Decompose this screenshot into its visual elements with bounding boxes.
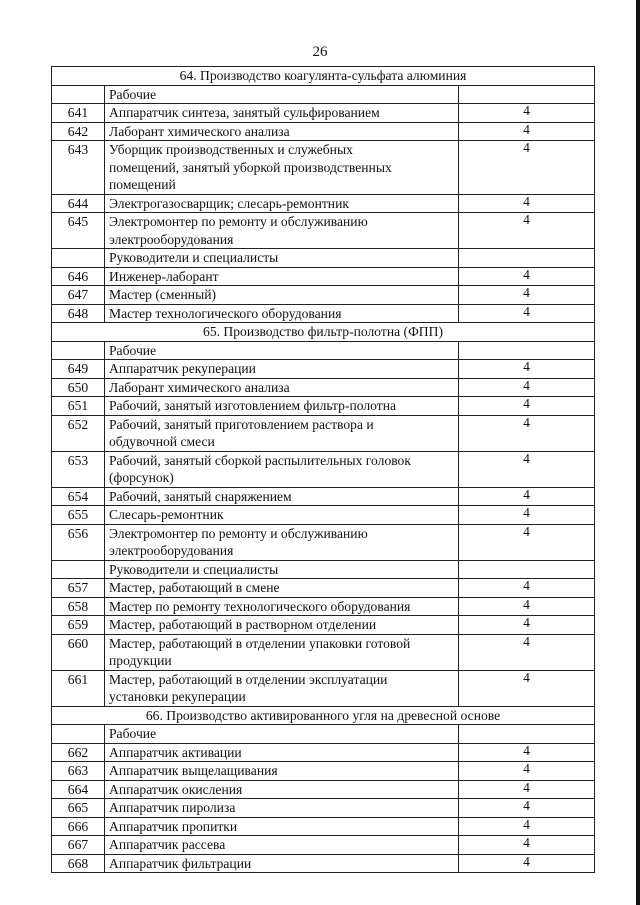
table-row xyxy=(52,836,595,855)
profession-name xyxy=(105,579,459,598)
profession-line: Электромонтер по ремонту и обслуживанию xyxy=(109,525,368,541)
row-number: 647 xyxy=(52,286,105,305)
subsection-row xyxy=(52,341,595,360)
row-number: 657 xyxy=(52,579,105,598)
document-table xyxy=(51,66,595,873)
section-title: 64. Производство коагулянта-сульфата алюминия xyxy=(52,67,595,86)
table-row xyxy=(52,397,595,416)
value-cell: 4 xyxy=(458,579,594,598)
section-header-row xyxy=(52,706,595,725)
profession-line: Мастер, работающий в отделении упаковки готовой xyxy=(109,635,411,651)
value-cell: 4 xyxy=(458,213,594,249)
section-header-row xyxy=(52,323,595,342)
profession-line: Лаборант химического анализа xyxy=(109,123,290,139)
profession-line: Аппаратчик рекуперации xyxy=(109,361,256,376)
profession-line: Аппаратчик пропитки xyxy=(109,818,238,834)
value-cell: 4 xyxy=(458,634,594,670)
profession-line: продукции xyxy=(109,653,172,668)
profession-name xyxy=(105,378,459,397)
page-edge xyxy=(636,0,640,905)
profession-name xyxy=(105,415,459,451)
value-cell: 4 xyxy=(458,122,594,141)
profession-line: Аппаратчик рассева xyxy=(109,837,226,852)
row-number: 651 xyxy=(52,397,105,416)
value-cell: 4 xyxy=(458,397,594,416)
table-row xyxy=(52,780,595,799)
empty-cell xyxy=(458,560,594,579)
value-cell: 4 xyxy=(458,451,594,487)
profession-line: Мастер по ремонту технологического оборудования xyxy=(109,598,411,614)
table-body xyxy=(52,67,595,873)
profession-line: электрооборудования xyxy=(109,543,234,558)
profession-line: Уборщик производственных и служебных xyxy=(109,142,353,157)
profession-name xyxy=(105,213,459,249)
table-row xyxy=(52,579,595,598)
table-row xyxy=(52,451,595,487)
row-number: 641 xyxy=(52,104,105,123)
table-row xyxy=(52,194,595,213)
profession-name xyxy=(105,634,459,670)
profession-name xyxy=(105,397,459,416)
profession-name xyxy=(105,451,459,487)
profession-line: (форсунок) xyxy=(109,470,174,485)
profession-line: Аппаратчик синтеза, занятый сульфированием xyxy=(109,105,380,120)
profession-line: Рабочий, занятый снаряжением xyxy=(109,488,292,504)
profession-line: обдувочной смеси xyxy=(109,434,215,449)
value-cell: 4 xyxy=(458,415,594,451)
table-row xyxy=(52,762,595,781)
profession-line: Электромонтер по ремонту и обслуживанию xyxy=(109,214,368,229)
table-row xyxy=(52,104,595,123)
empty-cell xyxy=(52,85,105,104)
value-cell: 4 xyxy=(458,817,594,836)
value-cell: 4 xyxy=(458,616,594,635)
profession-name xyxy=(105,360,459,379)
table-row xyxy=(52,304,595,323)
profession-line: Аппаратчик пиролиза xyxy=(109,800,236,815)
row-number: 644 xyxy=(52,194,105,213)
profession-line: Мастер (сменный) xyxy=(109,287,217,302)
profession-line: Аппаратчик окисления xyxy=(109,781,243,797)
subsection-title: Рабочие xyxy=(105,85,459,104)
page-number: 26 xyxy=(312,44,328,60)
profession-name xyxy=(105,194,459,213)
empty-cell xyxy=(52,341,105,360)
profession-line: Электрогазосварщик; слесарь-ремонтник xyxy=(109,195,349,211)
profession-line: Мастер, работающий в смене xyxy=(109,580,280,595)
profession-name xyxy=(105,817,459,836)
row-number: 653 xyxy=(52,451,105,487)
profession-name xyxy=(105,141,459,195)
table-row xyxy=(52,286,595,305)
profession-line: установки рекуперации xyxy=(109,689,246,704)
value-cell: 4 xyxy=(458,854,594,873)
profession-name xyxy=(105,286,459,305)
value-cell: 4 xyxy=(458,506,594,525)
row-number: 650 xyxy=(52,378,105,397)
value-cell: 4 xyxy=(458,194,594,213)
table-row xyxy=(52,141,595,195)
value-cell: 4 xyxy=(458,360,594,379)
table-row xyxy=(52,616,595,635)
table-row xyxy=(52,597,595,616)
subsection-title: Руководители и специалисты xyxy=(105,249,459,268)
row-number: 649 xyxy=(52,360,105,379)
value-cell: 4 xyxy=(458,524,594,560)
row-number: 662 xyxy=(52,743,105,762)
profession-name xyxy=(105,524,459,560)
profession-name xyxy=(105,854,459,873)
table-row xyxy=(52,524,595,560)
profession-name xyxy=(105,670,459,706)
profession-line: электрооборудования xyxy=(109,231,234,247)
profession-line: Мастер, работающий в растворном отделении xyxy=(109,617,377,632)
profession-name xyxy=(105,104,459,123)
table-row xyxy=(52,506,595,525)
row-number: 663 xyxy=(52,762,105,781)
value-cell: 4 xyxy=(458,836,594,855)
profession-line: Рабочий, занятый сборкой распылительных головок xyxy=(109,452,411,468)
subsection-title: Руководители и специалисты xyxy=(105,560,459,579)
profession-name xyxy=(105,762,459,781)
profession-line: Рабочий, занятый приготовлением раствора и xyxy=(109,416,374,432)
table-row xyxy=(52,213,595,249)
table-row xyxy=(52,415,595,451)
profession-name xyxy=(105,122,459,141)
value-cell: 4 xyxy=(458,104,594,123)
table-row xyxy=(52,799,595,818)
section-header-row xyxy=(52,67,595,86)
empty-cell xyxy=(458,725,594,744)
row-number: 665 xyxy=(52,799,105,818)
row-number: 664 xyxy=(52,780,105,799)
value-cell: 4 xyxy=(458,304,594,323)
profession-name xyxy=(105,780,459,799)
row-number: 659 xyxy=(52,616,105,635)
table-row xyxy=(52,854,595,873)
value-cell: 4 xyxy=(458,762,594,781)
profession-line: Инженер-лаборант xyxy=(109,268,219,284)
value-cell: 4 xyxy=(458,743,594,762)
table-row xyxy=(52,267,595,286)
empty-cell xyxy=(52,560,105,579)
profession-name xyxy=(105,836,459,855)
value-cell: 4 xyxy=(458,780,594,799)
subsection-title: Рабочие xyxy=(105,341,459,360)
row-number: 642 xyxy=(52,122,105,141)
row-number: 654 xyxy=(52,487,105,506)
value-cell: 4 xyxy=(458,487,594,506)
profession-line: помещений, занятый уборкой производственных xyxy=(109,159,392,175)
profession-name xyxy=(105,304,459,323)
row-number: 648 xyxy=(52,304,105,323)
section-title: 66. Производство активированного угля на древесной основе xyxy=(52,706,595,725)
row-number: 655 xyxy=(52,506,105,525)
profession-name xyxy=(105,799,459,818)
table-row xyxy=(52,817,595,836)
table-row xyxy=(52,122,595,141)
row-number: 658 xyxy=(52,597,105,616)
table-row xyxy=(52,360,595,379)
profession-name xyxy=(105,506,459,525)
value-cell: 4 xyxy=(458,267,594,286)
profession-name xyxy=(105,267,459,286)
profession-name xyxy=(105,487,459,506)
row-number: 643 xyxy=(52,141,105,195)
value-cell: 4 xyxy=(458,597,594,616)
value-cell: 4 xyxy=(458,670,594,706)
value-cell: 4 xyxy=(458,378,594,397)
value-cell: 4 xyxy=(458,286,594,305)
profession-line: Лаборант химического анализа xyxy=(109,379,290,395)
row-number: 660 xyxy=(52,634,105,670)
value-cell: 4 xyxy=(458,141,594,195)
subsection-row xyxy=(52,560,595,579)
subsection-row xyxy=(52,85,595,104)
table-row xyxy=(52,487,595,506)
table-row xyxy=(52,378,595,397)
profession-line: Слесарь-ремонтник xyxy=(109,507,224,522)
section-title: 65. Производство фильтр-полотна (ФПП) xyxy=(52,323,595,342)
row-number: 666 xyxy=(52,817,105,836)
row-number: 661 xyxy=(52,670,105,706)
profession-line: помещений xyxy=(109,177,176,192)
row-number: 646 xyxy=(52,267,105,286)
profession-line: Мастер технологического оборудования xyxy=(109,305,342,321)
row-number: 668 xyxy=(52,854,105,873)
table-row xyxy=(52,634,595,670)
row-number: 652 xyxy=(52,415,105,451)
profession-line: Рабочий, занятый изготовлением фильтр-полотна xyxy=(109,398,397,413)
profession-name xyxy=(105,743,459,762)
value-cell: 4 xyxy=(458,799,594,818)
row-number: 645 xyxy=(52,213,105,249)
profession-line: Мастер, работающий в отделении эксплуатации xyxy=(109,671,388,687)
empty-cell xyxy=(52,249,105,268)
subsection-title: Рабочие xyxy=(105,725,459,744)
subsection-row xyxy=(52,249,595,268)
profession-name xyxy=(105,597,459,616)
row-number: 656 xyxy=(52,524,105,560)
row-number: 667 xyxy=(52,836,105,855)
table-row xyxy=(52,670,595,706)
table-row xyxy=(52,743,595,762)
empty-cell xyxy=(458,341,594,360)
profession-line: Аппаратчик выщелащивания xyxy=(109,763,278,778)
empty-cell xyxy=(52,725,105,744)
profession-line: Аппаратчик фильтрации xyxy=(109,855,252,871)
empty-cell xyxy=(458,249,594,268)
empty-cell xyxy=(458,85,594,104)
profession-line: Аппаратчик активации xyxy=(109,744,242,760)
subsection-row xyxy=(52,725,595,744)
profession-name xyxy=(105,616,459,635)
